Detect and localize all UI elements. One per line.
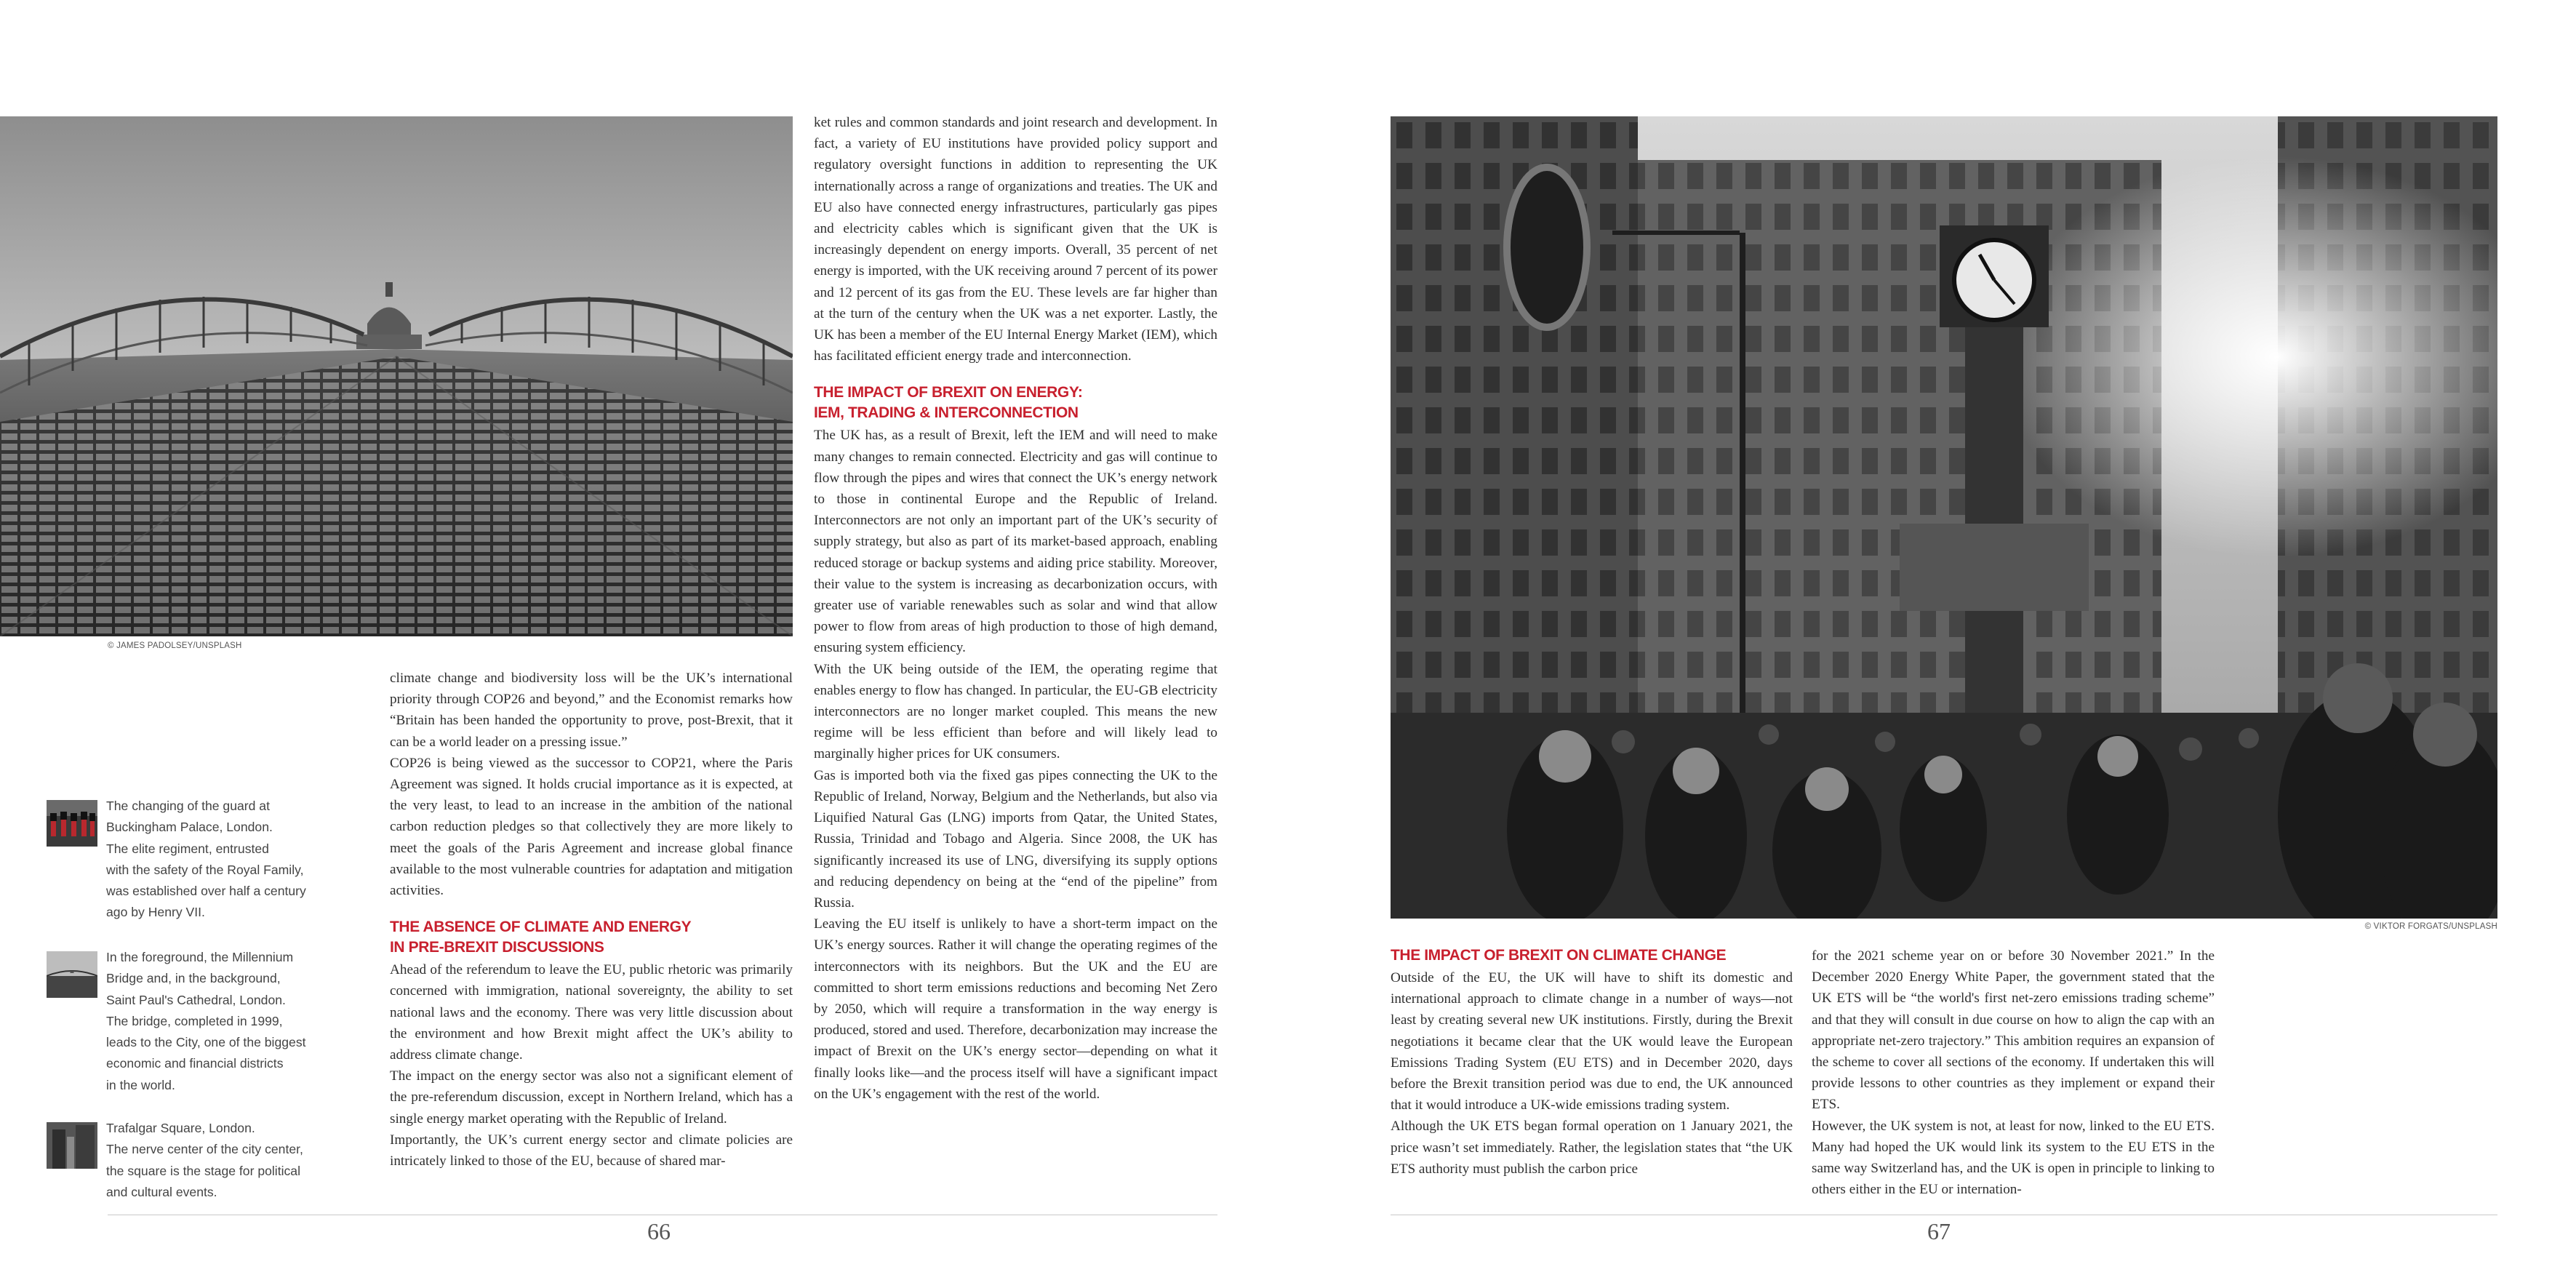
page-number-right: 67 bbox=[1927, 1218, 1951, 1244]
article-column-3 bbox=[1391, 945, 1793, 1180]
page-number-left: 66 bbox=[647, 1218, 671, 1244]
photo-credit-left: © JAMES PADOLSEY/UNSPLASH bbox=[108, 641, 242, 650]
paragraph: However, the UK system is not, at least for now, linked to the EU ETS. Many had hoped the UK would link its system to the EU ETS in the same way Switzerland has, and the UK is open in principle to linking to others either in the EU or internation- bbox=[1812, 1118, 2215, 1198]
paragraph: Although the UK ETS began formal operation on 1 January 2021, the price wasn’t set immediately. Rather, the legislation states that “the UK ETS authority must publish the carbon price bbox=[1391, 1119, 1793, 1177]
millennium-bridge-photo bbox=[0, 116, 793, 636]
article-column-1 bbox=[390, 668, 793, 1172]
caption-guard bbox=[47, 800, 337, 924]
caption-trafalgar bbox=[47, 1122, 337, 1203]
section-heading-pre-brexit: THE ABSENCE OF CLIMATE AND ENERGY IN PRE-BREXIT DISCUSSIONS bbox=[390, 919, 692, 956]
caption-text: In the foreground, the Millennium Bridge and, in the background, Saint Paul's Cathedral, London. The bridge, completed in 1999, leads to the City, one of the biggest economic and financial districts in the world. bbox=[106, 950, 306, 1092]
article-column-4 bbox=[1812, 945, 2215, 1200]
paragraph: for the 2021 scheme year on or before 30 November 2021.” In the December 2020 Energy White Paper, the government stated that the UK ETS will be “the world's first net-zero emissions trading scheme” and that they will consult in due course on how to align the cap with an appropriate net-zero trajectory.” This ambition requires an expansion of the scheme to cover all sections of the economy. If undertaken this will provide lessons to other countries as they implement or expand their ETS. bbox=[1812, 948, 2215, 1113]
caption-text: The changing of the guard at Buckingham Palace, London. The elite regiment, entrusted with the safety of the Royal Family, was established over half a century ago by Henry VII. bbox=[106, 799, 306, 920]
paragraph: Ahead of the referendum to leave the EU, public rhetoric was primarily concerned with immigration, national sovereignty, the ability to set national laws and the economy. There was very little discussion about the environment and how Brexit might affect the UK’s ability to address climate change. bbox=[390, 962, 793, 1063]
paragraph: Leaving the EU itself is unlikely to have a short-term impact on the UK’s energy sources. Rather it will change the operating regimes of the interconnectors with its neighbors. But the UK and the EU are committed to short term emissions reductions and becoming Net Zero by 2050, which will require a transformation in the way energy is produced, stored and used. Therefore, decarbonization may increase the impact of Brexit on the UK’s energy sector—depending on what it finally looks like—and the process itself will have a significant impact on the UK’s engagement with the rest of the world. bbox=[814, 916, 1217, 1102]
paragraph: With the UK being outside of the IEM, the operating regime that enables energy to flow has changed. In particular, the EU-GB electricity interconnectors are no longer market coupled. This means the new regime will be less efficient than before and will likely lead to marginally higher prices for UK consumers. bbox=[814, 661, 1217, 762]
paragraph: climate change and biodiversity loss will be the UK’s international priority through COP26 and beyond,” and the Economist remarks how “Britain has been handed the opportunity to prove, post-Brexit, that it can be a world leader on a pressing issue.” bbox=[390, 671, 793, 750]
guard-thumbnail bbox=[47, 800, 97, 847]
trafalgar-thumbnail bbox=[47, 1122, 97, 1169]
paragraph: The UK has, as a result of Brexit, left the IEM and will need to make many changes to remain connected. Electricity and gas will continue to flow through the pipes and wires that connect the UK’s energy network to those in continental Europe and the Republic of Ireland. Interconnectors are not only an important part of the UK’s security of supply strategy, but also as part of its market-based approach, enabling reduced storage or backup systems and aiding price stability. Moreover, their value to the system is increasing as decarbonization occurs, with greater use of variable renewables such as solar and wind that allow power to flow from areas of high production to those of high demand, ensuring system efficiency. bbox=[814, 428, 1217, 656]
caption-text: Trafalgar Square, London. The nerve center of the city center, the square is the stage for political and cultural events. bbox=[106, 1121, 303, 1199]
paragraph: Gas is imported both via the fixed gas pipes connecting the UK to the Republic of Ireland, Norway, Belgium and the Netherlands, but also via Liquified Natural Gas (LNG) imports from Qatar, the United States, Russia, Trinidad and Tobago and Algeria. Since 2008, the UK has significantly increased its use of LNG, diversifying its supply options and reducing dependency on being at the “end of the pipeline” from Russia. bbox=[814, 767, 1217, 911]
section-heading-energy: THE IMPACT OF BREXIT ON ENERGY: IEM, TRADING & INTERCONNECTION bbox=[814, 384, 1083, 422]
bridge-thumbnail bbox=[47, 951, 97, 998]
paragraph: The impact on the energy sector was also not a significant element of the pre-referendum discussion, except in Northern Ireland, which has a single energy market operating with the Republic of Ireland. bbox=[390, 1068, 793, 1127]
article-column-2 bbox=[814, 112, 1217, 1105]
london-street-photo bbox=[1391, 116, 2497, 919]
photo-credit-right: © VIKTOR FORGATS/UNSPLASH bbox=[2364, 922, 2497, 931]
section-heading-climate: THE IMPACT OF BREXIT ON CLIMATE CHANGE bbox=[1391, 947, 1727, 964]
caption-millennium-bridge bbox=[47, 951, 337, 1096]
paragraph: Outside of the EU, the UK will have to shift its domestic and international approach to climate change in a number of ways—not least by creating several new UK institutions. Firstly, during the Brexit negotiations it became clear that the UK would leave the European Emissions Trading System (EU ETS) and in December 2020, days before the Brexit transition period was due to end, the UK announced that it would introduce a UK-wide emissions trading system. bbox=[1391, 970, 1793, 1113]
paragraph: COP26 is being viewed as the successor to COP21, where the Paris Agreement was signed. It holds crucial importance as it is expected, at the very least, to lead to an increase in the ambition of the national carbon reduction pledges so that collectively they are more likely to meet the goals of the Paris Agreement and increase global finance available to the most vulnerable countries for adaptation and mitigation activities. bbox=[390, 755, 793, 899]
paragraph: Importantly, the UK’s current energy sector and climate policies are intricately linked to those of the EU, because of shared mar- bbox=[390, 1132, 793, 1169]
paragraph: ket rules and common standards and joint research and development. In fact, a variety of EU institutions have provided policy support and regulatory oversight functions in addition to representing the UK internationally across a range of organizations and treaties. The UK and EU also have connected energy infrastructures, particularly gas pipes and electricity cables which is significant given that the UK is increasingly dependent on energy imports. Overall, 35 percent of net energy is imported, with the UK receiving around 7 percent of its power and 12 percent of its gas from the EU. These levels are far higher than at the turn of the century when the UK was a net exporter. Lastly, the UK has been a member of the EU Internal Energy Market (IEM), which has facilitated efficient energy trade and interconnection. bbox=[814, 115, 1217, 364]
